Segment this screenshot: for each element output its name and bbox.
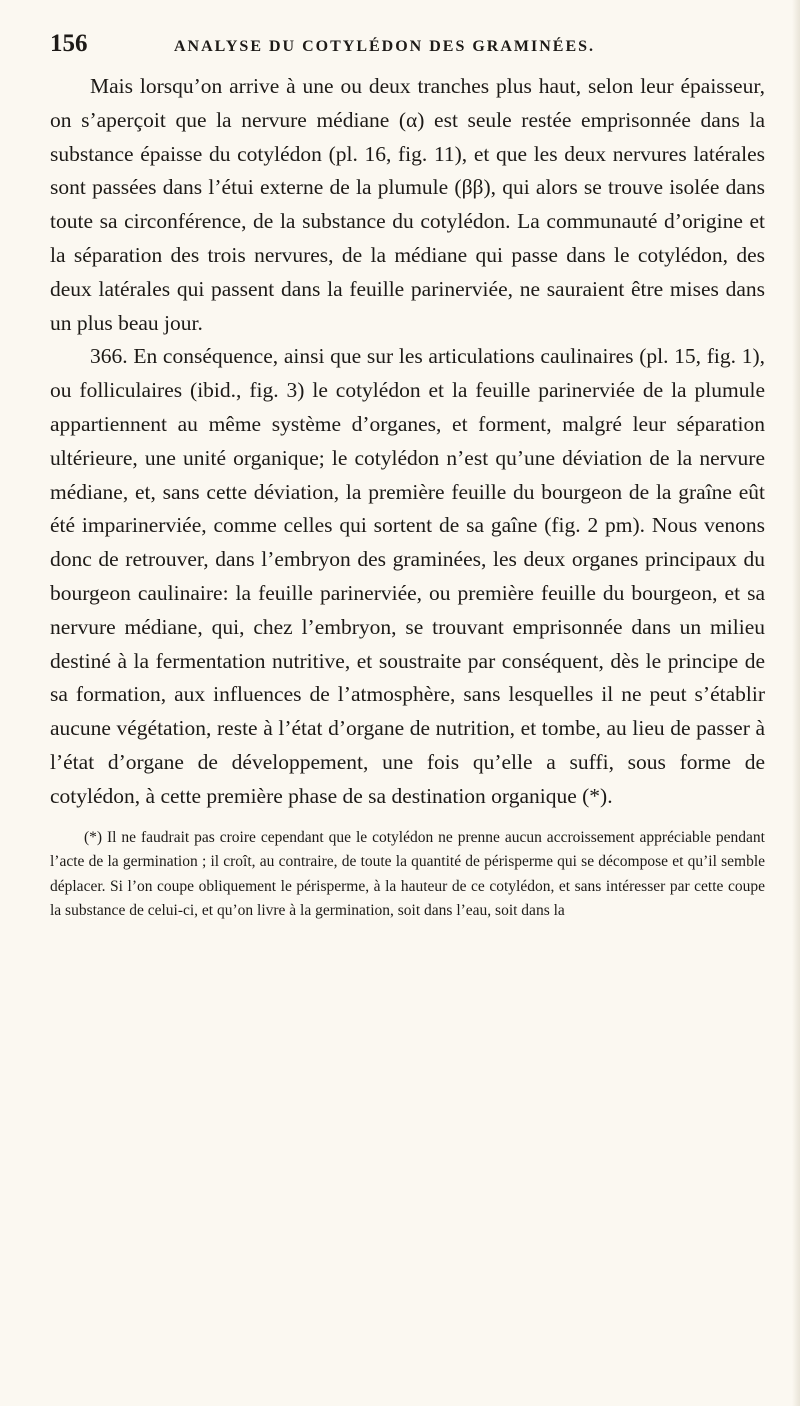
- page-header: [50, 30, 765, 70]
- page-number: 156: [50, 30, 88, 57]
- paragraph-366: 366. En conséquence, ainsi que sur les articulations caulinaires (pl. 15, fig. 1), ou folliculaires (ibid., fig. 3) le cotylédon et la feuille parinerviée de la plumule appartiennent au même système d’organes, et forment, malgré leur séparation ultérieure, une unité organique; le cotylédon n’est qu’une déviation de la nervure médiane, et, sans cette déviation, la première feuille du bourgeon de la graîne eût été imparinerviée, comme celles qui sortent de sa gaîne (fig. 2 pm). Nous venons donc de retrouver, dans l’embryon des graminées, les deux organes principaux du bourgeon caulinaire: la feuille parinerviée, ou première feuille du bourgeon, et sa nervure médiane, qui, chez l’embryon, se trouvant emprisonnée dans un milieu destiné à la fermentation nutritive, et soustraite par conséquent, dès le principe de sa formation, aux influences de l’atmosphère, sans lesquelles il ne peut s’établir aucune végétation, reste à l’état d’organe de nutrition, et tombe, au lieu de passer à l’état d’organe de développement, une fois qu’elle a suffi, sous forme de cotylédon, à cette première phase de sa destination organique (*).: [50, 344, 765, 808]
- body-text: [50, 70, 765, 814]
- footnote: [50, 826, 765, 924]
- page-edge-shadow: [792, 0, 800, 1406]
- book-page: [50, 30, 765, 924]
- footnote-text: (*) Il ne faudrait pas croire cependant que le cotylédon ne prenne aucun accroissement appréciable pendant l’acte de la germination ; il croît, au contraire, de toute la quantité de périsperme qui se décompose et qu’il semble déplacer. Si l’on coupe obliquement le périsperme, à la hauteur de ce cotylédon, et sans intéresser par cette coupe la substance de celui-ci, et qu’on livre à la germination, soit dans l’eau, soit dans la: [50, 828, 765, 920]
- running-title: ANALYSE DU COTYLÉDON DES GRAMINÉES.: [174, 38, 596, 55]
- paragraph-1: Mais lorsqu’on arrive à une ou deux tranches plus haut, selon leur épaisseur, on s’aperçoit que la nervure médiane (α) est seule restée emprisonnée dans la substance épaisse du cotylédon (pl. 16, fig. 11), et que les deux nervures latérales sont passées dans l’étui externe de la plumule (ββ), qui alors se trouve isolée dans toute sa circonférence, de la substance du cotylédon. La communauté d’origine et la séparation des trois nervures, de la médiane qui passe dans le cotylédon, des deux latérales qui passent dans la feuille parinerviée, ne sauraient être mises dans un plus beau jour.: [50, 74, 765, 335]
